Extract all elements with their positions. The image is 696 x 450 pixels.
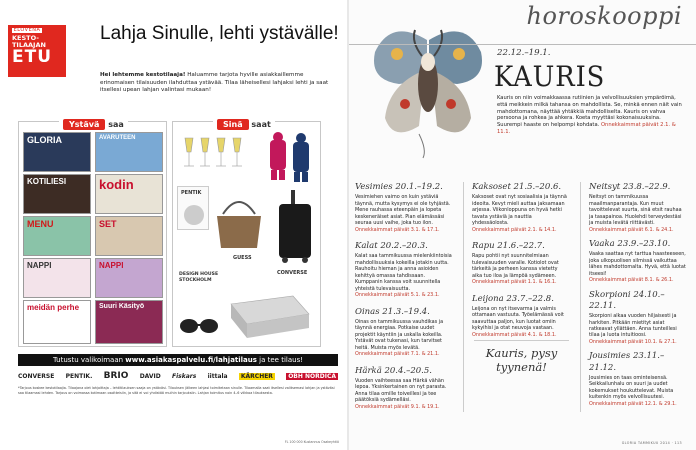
zodiac-entry (589, 239, 686, 284)
guess-handbag-product[interactable] (211, 194, 267, 254)
zodiac-text: Neitsyt on tammikuussa maailmanparantaja. Kun muut tavoittelevat suurta, sinä etsit rauhaa ja tasapainoa. Huolehdi terveydestäsi ja muista levätä riittävästi. (589, 194, 682, 227)
converse-label: CONVERSE (277, 270, 308, 276)
partner-logos (18, 369, 338, 383)
zodiac-title: Oinas 21.3.–19.4. (355, 306, 430, 317)
zodiac-title: Jousimies 23.11.–21.12. (589, 351, 665, 373)
column-divider (463, 182, 464, 412)
kids-winter-clothes-product[interactable] (265, 130, 320, 188)
partner-logo: DAVID (139, 372, 161, 380)
zodiac-entry (355, 307, 452, 358)
ystava-saa-title (59, 119, 128, 130)
magazine-cover[interactable]: meidän perhe (23, 300, 91, 344)
zodiac-title: Härkä 20.4.–20.5. (355, 365, 432, 376)
pentik-product[interactable]: PENTIK (177, 186, 209, 230)
zodiac-lucky: Onnekkaimmat päivät 10.1. & 27.1. (589, 338, 677, 345)
magazine-cover[interactable]: kodin (95, 174, 163, 214)
zodiac-entry (589, 351, 686, 407)
badge-tag: ELOVENA (13, 27, 41, 33)
guess-label: GUESS (233, 255, 252, 261)
zodiac-lucky: Onnekkaimmat päivät 12.1. & 29.1. (589, 400, 677, 407)
zodiac-entry (472, 294, 569, 339)
magazine-cover[interactable]: Suuri Käsityö (95, 300, 163, 344)
zodiac-lucky: Onnekkaimmat päivät 8.1. & 26.1. (589, 277, 674, 284)
zodiac-entry (355, 241, 452, 299)
zodiac-text: Leijona on nyt itsevarma ja valmis ottamaan vastuuta. Työelämässä voit saavuttaa paljon, kun luotat omiin kykyihisi ja otat neuvoja vastaan. (472, 305, 564, 332)
ystava-label: Ystävä (63, 119, 105, 130)
partner-logo: CONVERSE (18, 372, 55, 380)
zodiac-lucky: Onnekkaimmat päivät 3.1. & 17.1. (355, 226, 440, 233)
section-title: horoskooppi (526, 2, 682, 30)
magazine-cover[interactable]: AVARUTEEN (95, 132, 163, 172)
zodiac-title: Neitsyt 23.8.–22.9. (589, 182, 671, 192)
magazine-cover[interactable]: SET (95, 216, 163, 256)
silver-tray-product[interactable] (223, 290, 313, 344)
badge-line2: TILAAJAN (12, 41, 46, 50)
sina-suffix: saat (251, 120, 271, 129)
zodiac-title: Vaaka 23.9.–23.10. (589, 239, 671, 250)
zodiac-text: Vaaka saattaa nyt tarttua haasteeseen, joka ulkopuolisen silmissä vaikuttaa lähes mahdottomalta. Hyvä, että luotat itseesi! (589, 251, 686, 277)
sina-label: Sinä (217, 119, 249, 130)
page-folio: GLORIA TAMMIKUU 2014 · 113 (621, 441, 682, 445)
partner-logo: BRIO (103, 371, 129, 381)
partner-logo: Fiskars (172, 372, 197, 380)
zodiac-lucky: Onnekkaimmat päivät 1.1. & 16.1. (472, 279, 557, 286)
cta-suffix: ja tee tilaus! (259, 356, 304, 364)
zodiac-lucky: Onnekkaimmat päivät 5.1. & 23.1. (355, 292, 440, 299)
zodiac-lucky: Onnekkaimmat päivät 7.1. & 21.1. (355, 351, 440, 358)
zodiac-text: Oinas on tammikuussa vauhdikas ja täynnä energiaa. Potkaise uudet projektit käyntiin ja uskalla kokeilla. Ystävät ovat tukenasi, kun tarvitset heitä. Muista myös levätä. (355, 318, 444, 351)
kauris-title: KAURIS (494, 60, 606, 93)
zodiac-text: Vesimiehen vaimo on kuin ystäviä täynnä, mutta kysymys ei ole tyhjästä. Mene rauhassa eteenpäin ja lopeta keskeneräiset asiat. Pian elämässäsi seuraa uusi vaihe, joka tuo ilon. (355, 194, 451, 227)
zodiac-title: Vesimies 20.1.–19.2. (355, 182, 443, 192)
zodiac-entry (355, 366, 452, 411)
magazine-cover[interactable]: NAPPI (23, 258, 91, 298)
page-headline: Lahja Sinulle, lehti ystävälle! (100, 23, 339, 44)
cta-link[interactable]: www.asiakaspalvelu.fi/lahjatilaus (125, 356, 257, 364)
zodiac-lucky: Onnekkaimmat päivät 2.1. & 14.1. (472, 226, 557, 233)
zodiac-text: Jousimies on taas ominteisensä. Seikkailunhalu on suuri ja uudet kokemukset houkuttelevat. Muista kuitenkin myös velvollisuutesi. (589, 374, 674, 401)
partner-logo: PENTIK. (65, 372, 93, 380)
zodiac-entry (472, 182, 569, 233)
badge-line3: ETU (12, 46, 53, 67)
badge-line1: KESTO- (12, 34, 39, 43)
zodiac-entry (589, 290, 686, 346)
zodiac-entry (355, 182, 452, 233)
partner-logo: KÄRCHER (240, 372, 273, 380)
zodiac-lucky: Onnekkaimmat päivät 6.1. & 24.1. (589, 226, 674, 233)
magazine-cover[interactable]: NAPPI (95, 258, 163, 298)
magazine-cover[interactable]: MENU (23, 216, 91, 256)
ystava-suffix: saa (108, 120, 124, 129)
zodiac-column-1 (355, 182, 452, 410)
zodiac-text: Kalat saa tammikuussa mielenkiintoisia mahdollisuuksia kokeilla jotakin uutta. Rauhoitu hieman ja anna asioiden kehittyä omassa tahdissaan. Kumppanin kanssa voit suunnitella yhteistä tulevaisuutta. (355, 253, 452, 292)
sunglasses-product[interactable] (177, 312, 221, 342)
kauris-lucky-days: Onnekkaimmat päivät 2.1. & 11.1. (497, 122, 676, 135)
zodiac-text: Rapu pohtii nyt suunnitelmiaan tulevaisuuden varalle. Kotiolot ovat tärkeitä ja perheen kanssa vietetty aika tuo iloa ja lämpöä sydämeen. (472, 253, 559, 279)
zodiac-column-3 (589, 182, 686, 407)
zodiac-text: Vuoden vaihteessa saa Härkä vähän lepoa. Yksinkertainen on nyt parasta. Anna tilaa omille toiveillesi ja tee päätöksiä sydämelläsi. (355, 377, 447, 404)
intro-paragraph (100, 72, 338, 95)
zodiac-lucky: Onnekkaimmat päivät 4.1. & 18.1. (472, 331, 557, 338)
cta-bar (18, 354, 338, 366)
ystava-saa-box (18, 121, 167, 347)
right-page (349, 0, 696, 450)
cta-prefix: Tutustu valikoimaan (52, 356, 124, 364)
left-page (0, 0, 347, 450)
capricorn-illustration (369, 22, 487, 160)
partner-logo: OBH NORDICA (288, 372, 336, 380)
zodiac-text: Kaksoset ovat nyt sosiaalisia ja täynnä ideoita. Kevyt mieli auttaa jaksamaan arjessa. Viikonloppuna on hyvä hetki tavata ystäviä ja nauttia yhdessäolosta. (472, 194, 567, 227)
pull-quote: Kauris, pysy tyynenä! (474, 340, 569, 375)
page-credit: FL 100 000 Kustannus Osakeyhtiö (284, 440, 339, 444)
design-house-product[interactable]: DESIGN HOUSE STOCKHOLM (179, 272, 219, 283)
zodiac-title: Kalat 20.2.–20.3. (355, 241, 428, 252)
zodiac-title: Leijona 23.7.–22.8. (472, 293, 554, 304)
column-divider (580, 182, 581, 412)
fineprint: *Tarjous koskee kestotilaajia. Tilaajana olet lahjoittaja – lehtitilauksen saaja on ystäväsi. Tilauksen jälkeen lahjasi toimitetaan sinulle. Tilaamalla saat itsellesi valitsemasi lahjan ja ystäväsi saa tilaamasi lehden. Tarjous on voimassa kotimaan osoitteisiin, ja sitä ei voi yhdistää muihin tarjouksiin. Lahjan toimitus noin 4–6 viikkoa tilauksesta. (18, 386, 335, 395)
sina-saat-title (213, 119, 275, 130)
zodiac-entry (589, 182, 686, 233)
intro-text: Haluamme tarjota hyville asiakkaillemme erinomaisen tilaisuuden ilahduttaa ystävää. Tilaa läheisellesi lahjaksi lehti ja saat itsellesi upean lahjan valintasi mukaan! (100, 72, 329, 94)
zodiac-text: Skorpioni alkaa vuoden hiljaisesti ja harkiten. Pitkään mietityt asiat ratkeavat yllättäen. Anna tunteillesi tilaa ja luota intuitioosi. (589, 313, 677, 339)
kauris-text: Kauris on niin voimakkaassa rutiinien ja velvollisuuksien ympäröimä, että meikkein milkä tahansa on mahdollista. Se, minkä ennen näit vain mahdottomana, näyttää yhtäkkiä mahdolliselta. Kauris on vahva persoona ja rohkea ja ahkera. Koeta myyttäsi kokonaisuuksina. Suurempi haaste on helpompi kohdata. (497, 95, 682, 128)
magazine-cover[interactable]: GLORIA (23, 132, 91, 172)
header-rule (349, 44, 696, 45)
zodiac-title: Skorpioni 24.10.–22.11. (589, 289, 665, 311)
zodiac-entry (472, 241, 569, 286)
partner-logo: iittala (207, 372, 228, 380)
kauris-dates: 22.12.–19.1. (497, 48, 551, 58)
kauris-description (497, 95, 682, 136)
kestotilaajan-etu-badge (8, 25, 66, 77)
zodiac-lucky: Onnekkaimmat päivät 9.1. & 19.1. (355, 403, 440, 410)
converse-suitcase-product[interactable] (271, 190, 319, 266)
sina-saat-box (172, 121, 321, 347)
champagne-glasses-product[interactable] (177, 134, 257, 174)
magazine-cover[interactable]: KOTILIESI (23, 174, 91, 214)
zodiac-column-2 (472, 182, 569, 338)
zodiac-title: Rapu 21.6.–22.7. (472, 241, 545, 252)
zodiac-title: Kaksoset 21.5.–20.6. (472, 182, 562, 192)
intro-bold: Hei lehtemme kestotilaaja! (100, 72, 186, 78)
